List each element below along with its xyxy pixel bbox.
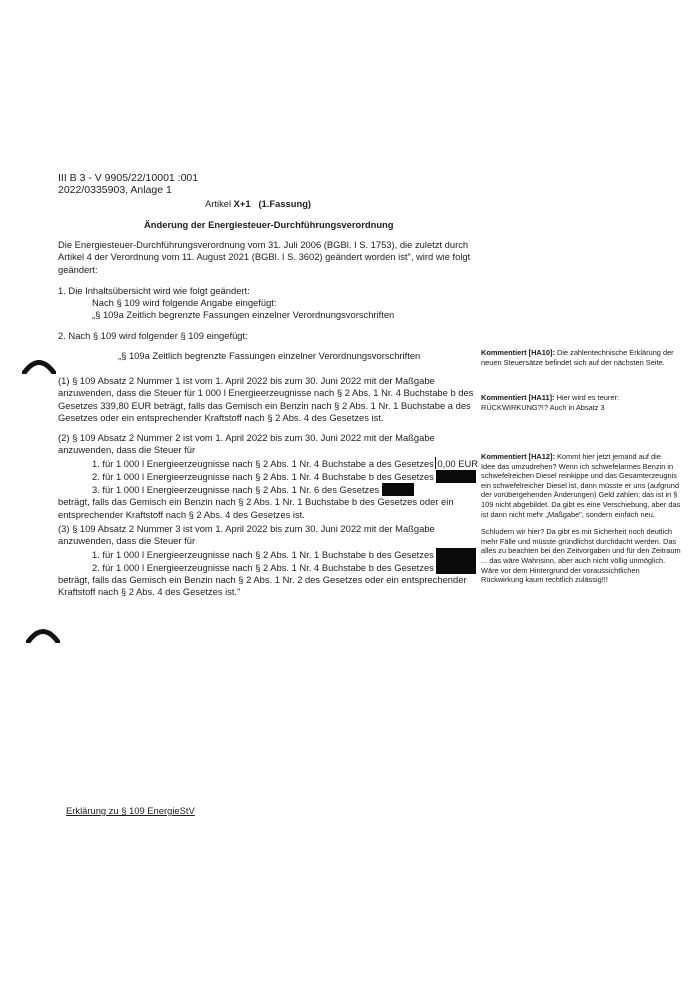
redaction-block bbox=[382, 483, 414, 496]
reference-line-2: 2022/0335903, Anlage 1 bbox=[58, 184, 172, 196]
comment-ha12[interactable]: Kommentiert [HA12]: Kommt hier jetzt jemand auf die Idee das umzudrehen? Wenn ich schwefelarmes Benzin in schwefelreichen Diesel reinkippe und das Gesamterzeugnis ein schwefelreicher Diesel ist, dann müsste er uns (aufgrund der vorübergehenden Änderungen) Geld zahlen; das ist in § 109 nicht abgebildet. Da gibt es eine Verschiebung, aber das ist dann nicht mehr „Maßgabe", sondern einfach neu. Schludern wir hier? Da gibt es mit Sicherheit noch deutlich mehr Fälle und müsste gründlichst durchdacht werden. Das alles zu beachten bei den Zeitvorgaben und für den Zeitraum ... das wäre Wahnsinn, aber auch nicht völlig unmöglich. Wäre vor dem Hintergrund der voraussichtlichen Rückwirkung kaum rechtlich zulässig!!! bbox=[481, 452, 681, 585]
explanation-link[interactable]: Erklärung zu § 109 EnergieStV bbox=[66, 805, 195, 816]
comment-ha11[interactable]: Kommentiert [HA11]: Hier wird es teurer: RÜCKWIRKUNG?!? Auch in Absatz 3 bbox=[481, 393, 619, 412]
comment-label: Kommentiert [HA11]: bbox=[481, 393, 555, 402]
comment-label: Kommentiert [HA12]: bbox=[481, 452, 555, 461]
comment-label: Kommentiert [HA10]: bbox=[481, 348, 555, 357]
section-109a-heading: „§ 109a Zeitlich begrenzte Fassungen einzelner Verordnungsvorschriften bbox=[118, 350, 421, 361]
paragraph-2-sub-1: 1. für 1 000 l Energieerzeugnisse nach § 2 Abs. 1 Nr. 4 Buchstabe a des Gesetzes 0,00 EUR bbox=[92, 457, 479, 469]
paragraph-line: (2) § 109 Absatz 2 Nummer 2 ist vom 1. April 2022 bis zum 30. Juni 2022 mit der Maßgabe bbox=[58, 432, 435, 443]
paragraph-line: anzuwenden, dass die Steuer für bbox=[58, 535, 196, 547]
paragraph-line: anzuwenden, dass die Steuer für 1 000 l Energieerzeugnisse nach § 2 Abs. 1 Nr. 4 Buchstabe b des bbox=[58, 387, 474, 399]
item-2: 2. Nach § 109 wird folgender § 109 eingefügt: bbox=[58, 330, 248, 341]
document-reference bbox=[58, 172, 198, 196]
paragraph-line: anzuwenden, dass die Steuer für bbox=[58, 444, 196, 456]
item-1-quote: „§ 109a Zeitlich begrenzte Fassungen einzelner Verordnungsvorschriften bbox=[92, 309, 395, 320]
paragraph-line: (1) § 109 Absatz 2 Nummer 1 ist vom 1. April 2022 bis zum 30. Juni 2022 mit der Maßgabe bbox=[58, 375, 435, 386]
intro-paragraph bbox=[58, 239, 470, 276]
redaction-block bbox=[436, 548, 476, 561]
paragraph-line: (3) § 109 Absatz 2 Nummer 3 ist vom 1. April 2022 bis zum 30. Juni 2022 mit der Maßgabe bbox=[58, 523, 435, 534]
paragraph-3-sub-1: 1. für 1 000 l Energieerzeugnisse nach § 2 Abs. 1 Nr. 1 Buchstabe b des Gesetzes bbox=[58, 548, 476, 561]
redaction-block bbox=[436, 561, 476, 574]
paragraph-line: entsprechender Kraftstoff nach § 2 Abs. 4 des Gesetzes ist. bbox=[58, 508, 305, 520]
article-heading bbox=[205, 198, 311, 210]
article-prefix: Artikel bbox=[205, 198, 234, 209]
paragraph-line: Gesetzes oder ein entsprechender Kraftstoff nach § 2 Abs. 4 des Gesetzes ist. bbox=[58, 411, 384, 423]
paragraph-3-sub-2: 2. für 1 000 l Energieerzeugnisse nach § 2 Abs. 1 Nr. 4 Buchstabe b des Gesetzes bbox=[58, 561, 476, 574]
comment-ha10[interactable]: Kommentiert [HA10]: Die zahlentechnische Erklärung der neuen Steuersätze befindet sich auf der nächsten Seite. bbox=[481, 348, 674, 367]
intro-line: Die Energiesteuer-Durchführungsverordnung vom 31. Juli 2006 (BGBl. I S. 1753), die zuletzt durch bbox=[58, 239, 469, 250]
paragraph-line: beträgt, falls das Gemisch ein Benzin nach § 2 Abs. 1 Nr. 2 des Gesetzes oder ein entsprechender bbox=[58, 574, 467, 586]
paragraph-2-sub-3: 3. für 1 000 l Energieerzeugnisse nach § 2 Abs. 1 Nr. 6 des Gesetzes bbox=[58, 483, 478, 496]
intro-line: Artikel 4 der Verordnung vom 11. August 2021 (BGBl. I S. 3602) geändert worden ist", wird wie folgt bbox=[58, 251, 471, 263]
item-1-sub: Nach § 109 wird folgende Angabe eingefügt: bbox=[92, 297, 277, 308]
intro-line: geändert: bbox=[58, 263, 98, 275]
paragraph-2-sub-2: 2. für 1 000 l Energieerzeugnisse nach § 2 Abs. 1 Nr. 4 Buchstabe b des Gesetzes bbox=[58, 470, 478, 483]
paragraph-3 bbox=[58, 523, 476, 599]
reference-line-1: III B 3 - V 9905/22/10001 :001 bbox=[58, 172, 199, 184]
article-version: (1.Fassung) bbox=[258, 198, 312, 209]
paragraph-2 bbox=[58, 432, 478, 521]
article-title: Änderung der Energiesteuer-Durchführungsverordnung bbox=[144, 219, 394, 230]
comment-marker-icon[interactable] bbox=[22, 356, 56, 374]
item-1: 1. Die Inhaltsübersicht wird wie folgt geändert: bbox=[58, 285, 250, 296]
paragraph-line: beträgt, falls das Gemisch ein Benzin nach § 2 Abs. 1 Nr. 1 Buchstabe b des Gesetzes oder ein bbox=[58, 496, 454, 508]
article-number: X+1 bbox=[233, 198, 251, 209]
paragraph-line: Kraftstoff nach § 2 Abs. 4 des Gesetzes ist." bbox=[58, 586, 241, 598]
rate-value: 0,00 EUR bbox=[437, 457, 479, 469]
paragraph-line: Gesetzes 339,80 EUR beträgt, falls das Gemisch ein Benzin nach § 2 Abs. 1 Nr. 1 Buchstabe a des bbox=[58, 399, 471, 411]
paragraph-1 bbox=[58, 375, 473, 424]
redaction-block bbox=[436, 470, 476, 483]
comment-marker-icon[interactable] bbox=[26, 625, 60, 643]
